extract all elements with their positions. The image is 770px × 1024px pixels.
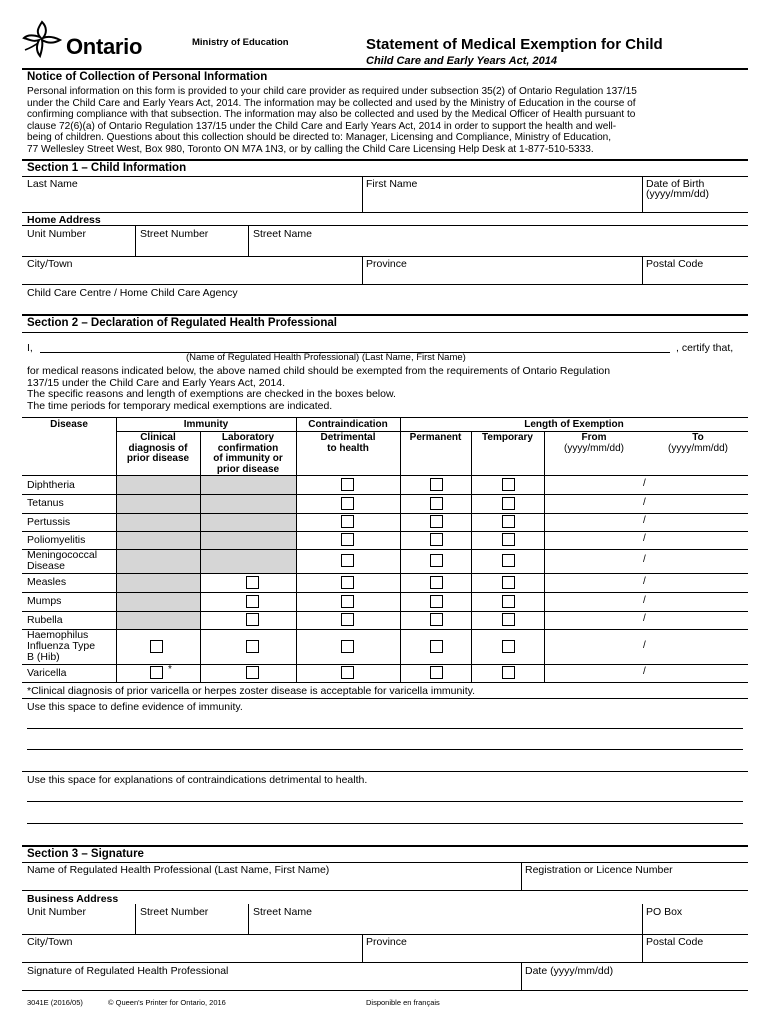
row-divider <box>22 549 748 550</box>
detrimental-checkbox[interactable] <box>341 515 354 528</box>
evidence-line[interactable] <box>27 749 743 750</box>
detrimental-checkbox[interactable] <box>341 640 354 653</box>
row-divider <box>22 629 748 630</box>
temporary-checkbox[interactable] <box>502 478 515 491</box>
permanent-checkbox[interactable] <box>430 666 443 679</box>
disease-name: Varicella <box>27 666 67 679</box>
disease-name: Haemophilus Influenza Type B (Hib) <box>27 629 96 663</box>
disease-name: Mumps <box>27 595 62 608</box>
col-to: To (yyyy/mm/dd) <box>668 432 728 454</box>
clinical-checkbox[interactable] <box>150 666 163 679</box>
detrimental-checkbox[interactable] <box>341 478 354 491</box>
lab-checkbox[interactable] <box>246 613 259 626</box>
first-name-field[interactable]: First Name <box>366 178 418 190</box>
date-separator: / <box>643 478 646 489</box>
notice-top-rule <box>22 68 748 70</box>
trillium-icon <box>20 18 66 58</box>
row-divider <box>22 664 748 665</box>
permanent-checkbox[interactable] <box>430 554 443 567</box>
row-divider <box>22 611 748 612</box>
permanent-checkbox[interactable] <box>430 478 443 491</box>
notice-line: 77 Wellesley Street West, Box 980, Toronto ON M7A 1N3, or by calling the Child Care Licensing Help Desk at 1-877-510-5333. <box>27 143 594 155</box>
permanent-checkbox[interactable] <box>430 533 443 546</box>
col-temporary: Temporary <box>482 432 533 443</box>
form-number: 3041E (2016/05) <box>27 998 83 1007</box>
agency-field[interactable]: Child Care Centre / Home Child Care Agency <box>27 287 238 299</box>
row-divider <box>22 592 748 593</box>
temporary-checkbox[interactable] <box>502 595 515 608</box>
permanent-checkbox[interactable] <box>430 613 443 626</box>
permanent-checkbox[interactable] <box>430 640 443 653</box>
business-unit-field[interactable]: Unit Number <box>27 906 86 918</box>
notice-line: Personal information on this form is provided to your child care provider as required under subsection 35(2) of Ontario Regulation 137/15 <box>27 86 637 97</box>
col-permanent: Permanent <box>409 432 462 443</box>
temporary-checkbox[interactable] <box>502 666 515 679</box>
temporary-checkbox[interactable] <box>502 640 515 653</box>
evidence-label: Use this space to define evidence of immunity. <box>27 701 243 713</box>
certify-text: , certify that, <box>676 342 734 354</box>
contra-label: Use this space for explanations of contraindications detrimental to health. <box>27 774 368 786</box>
notice-text <box>27 86 745 156</box>
permanent-checkbox[interactable] <box>430 576 443 589</box>
disease-name: Tetanus <box>27 497 64 510</box>
dob-format: (yyyy/mm/dd) <box>646 188 709 200</box>
city-field[interactable]: City/Town <box>27 258 73 270</box>
lab-na-cell <box>201 476 296 573</box>
temporary-checkbox[interactable] <box>502 554 515 567</box>
business-province-field[interactable]: Province <box>366 936 407 948</box>
registration-field[interactable]: Registration or Licence Number <box>525 864 673 876</box>
dob-field[interactable]: Date of Birth <box>646 178 705 190</box>
business-postal-code-field[interactable]: Postal Code <box>646 936 704 948</box>
postal-code-field[interactable]: Postal Code <box>646 258 704 270</box>
section1-top-rule <box>22 159 748 161</box>
col-length: Length of Exemption <box>524 419 624 430</box>
varicella-footnote-marker: * <box>168 664 172 675</box>
date-separator: / <box>643 666 646 677</box>
date-separator: / <box>643 613 646 624</box>
detrimental-checkbox[interactable] <box>341 554 354 567</box>
signature-date-field[interactable]: Date (yyyy/mm/dd) <box>525 965 614 977</box>
form-subtitle: Child Care and Early Years Act, 2014 <box>366 55 557 67</box>
disease-name: Measles <box>27 576 67 589</box>
date-separator: / <box>643 594 646 606</box>
lab-checkbox[interactable] <box>246 666 259 679</box>
col-immunity: Immunity <box>183 419 229 430</box>
declaration-body: for medical reasons indicated below, the above named child should be exempted from the requirements of Ontario Regulation 137/15 under the Child Care and Early Years Act, 2014. The specific reasons and length of exemptions are checked in the boxes below. The time periods for temporary medical exemptions are indicated. <box>27 365 611 412</box>
evidence-line[interactable] <box>27 728 743 729</box>
detrimental-checkbox[interactable] <box>341 613 354 626</box>
disease-name: Pertussis <box>27 515 71 528</box>
col-disease: Disease <box>50 419 88 430</box>
row-divider <box>22 531 748 532</box>
declaration-i: I, <box>27 342 33 354</box>
clinical-checkbox[interactable] <box>150 640 163 653</box>
col-contraindication: Contraindication <box>308 419 388 430</box>
col-lab: Laboratory confirmation of immunity or prior disease <box>213 432 283 475</box>
detrimental-checkbox[interactable] <box>341 595 354 608</box>
notice-line: being of children. Questions about this collection should be directed to: Manager, Licensing and Compliance, Ministry of Education, <box>27 132 612 144</box>
detrimental-checkbox[interactable] <box>341 533 354 546</box>
home-address-label: Home Address <box>27 214 101 226</box>
col-clinical: Clinical diagnosis of prior disease <box>126 432 190 464</box>
disease-name: Poliomyelitis <box>27 533 86 546</box>
temporary-checkbox[interactable] <box>502 515 515 528</box>
date-separator: / <box>643 639 646 651</box>
notice-line: under the Child Care and Early Years Act, 2014. The information may be collected and used by the Ministry of Education in the course of <box>27 97 636 109</box>
permanent-checkbox[interactable] <box>430 497 443 510</box>
business-street-name-field[interactable]: Street Name <box>253 906 312 918</box>
business-address-label: Business Address <box>27 893 119 905</box>
col-from: From (yyyy/mm/dd) <box>564 432 624 454</box>
lab-checkbox[interactable] <box>246 576 259 589</box>
copyright: © Queen's Printer for Ontario, 2016 <box>108 998 226 1007</box>
disease-name: Meningococcal Disease <box>27 549 98 572</box>
date-separator: / <box>643 554 646 565</box>
ministry-name: Ministry of Education <box>192 37 289 48</box>
professional-name-field[interactable]: Name of Regulated Health Professional (Last Name, First Name) <box>27 864 330 876</box>
detrimental-checkbox[interactable] <box>341 666 354 679</box>
section1-heading: Section 1 – Child Information <box>27 162 187 174</box>
temporary-checkbox[interactable] <box>502 533 515 546</box>
ontario-logo <box>20 18 170 62</box>
varicella-footnote: *Clinical diagnosis of prior varicella or herpes zoster disease is acceptable for varicella immunity. <box>27 685 475 697</box>
name-caption: (Name of Regulated Health Professional) (Last Name, First Name) <box>186 352 466 363</box>
notice-line: confirming compliance with that subsection. The information may also be collected and used by the Medical Officer of Health pursuant to <box>27 109 636 121</box>
permanent-checkbox[interactable] <box>430 515 443 528</box>
po-box-field[interactable]: PO Box <box>646 906 683 918</box>
detrimental-checkbox[interactable] <box>341 497 354 510</box>
business-street-number-field[interactable]: Street Number <box>140 906 209 918</box>
province-field[interactable]: Province <box>366 258 407 270</box>
section3-top-rule <box>22 845 748 847</box>
temporary-checkbox[interactable] <box>502 576 515 589</box>
contra-line[interactable] <box>27 823 743 824</box>
street-name-field[interactable]: Street Name <box>253 228 312 240</box>
form-title: Statement of Medical Exemption for Child <box>366 36 663 53</box>
lab-checkbox[interactable] <box>246 595 259 608</box>
row-divider <box>22 573 748 574</box>
contra-line[interactable] <box>27 801 743 802</box>
section2-heading: Section 2 – Declaration of Regulated Health Professional <box>27 317 337 329</box>
temporary-checkbox[interactable] <box>502 497 515 510</box>
section3-heading: Section 3 – Signature <box>27 848 144 860</box>
disease-name: Rubella <box>27 613 63 626</box>
notice-line: clause 72(6)(a) of Ontario Regulation 137/15 under the Child Care and Early Years Act, 2014 in order to support the health and well- <box>27 120 617 132</box>
row-divider <box>22 513 748 514</box>
last-name-field[interactable]: Last Name <box>27 178 78 190</box>
date-separator: / <box>643 575 646 587</box>
disease-name: Diphtheria <box>27 478 75 491</box>
permanent-checkbox[interactable] <box>430 595 443 608</box>
business-city-field[interactable]: City/Town <box>27 936 73 948</box>
row-divider <box>22 494 748 495</box>
date-separator: / <box>643 533 646 544</box>
notice-heading: Notice of Collection of Personal Information <box>27 71 268 83</box>
section2-top-rule <box>22 314 748 316</box>
french-availability: Disponible en français <box>366 998 440 1007</box>
lab-checkbox[interactable] <box>246 640 259 653</box>
date-separator: / <box>643 496 646 508</box>
unit-number-field[interactable]: Unit Number <box>27 228 86 240</box>
signature-field[interactable]: Signature of Regulated Health Professional <box>27 965 229 977</box>
street-number-field[interactable]: Street Number <box>140 228 209 240</box>
temporary-checkbox[interactable] <box>502 613 515 626</box>
clinical-na-cell <box>117 476 200 629</box>
col-detrimental: Detrimental to health <box>320 432 376 454</box>
date-separator: / <box>643 515 646 526</box>
detrimental-checkbox[interactable] <box>341 576 354 589</box>
logo-wordmark: Ontario <box>66 34 143 59</box>
